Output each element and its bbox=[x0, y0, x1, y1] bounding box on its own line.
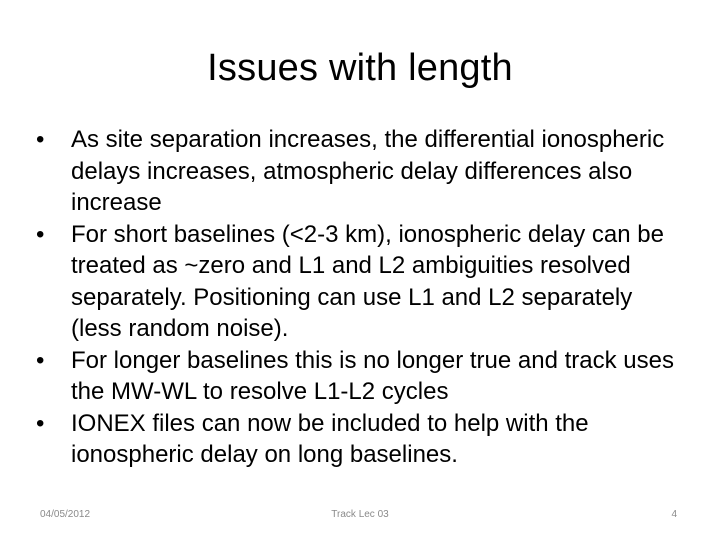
bullet-icon: • bbox=[36, 126, 45, 153]
bullet-text: For short baselines (<2-3 km), ionospheric delay can be treated as ~zero and L1 and L2 ambiguities resolved separately. Positioning can use L1 and L2 separately (less random noise). bbox=[71, 220, 664, 342]
bullet-item bbox=[36, 345, 686, 408]
bullet-item bbox=[36, 219, 686, 345]
bullet-text: IONEX files can now be included to help with the ionospheric delay on long baselines. bbox=[71, 409, 589, 468]
slide-title: Issues with length bbox=[207, 47, 513, 89]
footer-date: 04/05/2012 bbox=[40, 509, 91, 520]
bullet-icon: • bbox=[36, 220, 45, 248]
bullet-item bbox=[36, 124, 686, 219]
bullet-list bbox=[36, 124, 686, 471]
footer-title: Track Lec 03 bbox=[331, 509, 389, 520]
bullet-text: As site separation increases, the differential ionospheric delays increases, atmospheric delay differences also increase bbox=[71, 126, 665, 216]
bullet-icon: • bbox=[36, 346, 45, 374]
bullet-text: For longer baselines this is no longer true and track uses the MW-WL to resolve L1-L2 cycles bbox=[71, 346, 674, 405]
bullet-icon: • bbox=[36, 409, 45, 437]
page-number: 4 bbox=[671, 509, 677, 520]
bullet-item bbox=[36, 408, 686, 471]
